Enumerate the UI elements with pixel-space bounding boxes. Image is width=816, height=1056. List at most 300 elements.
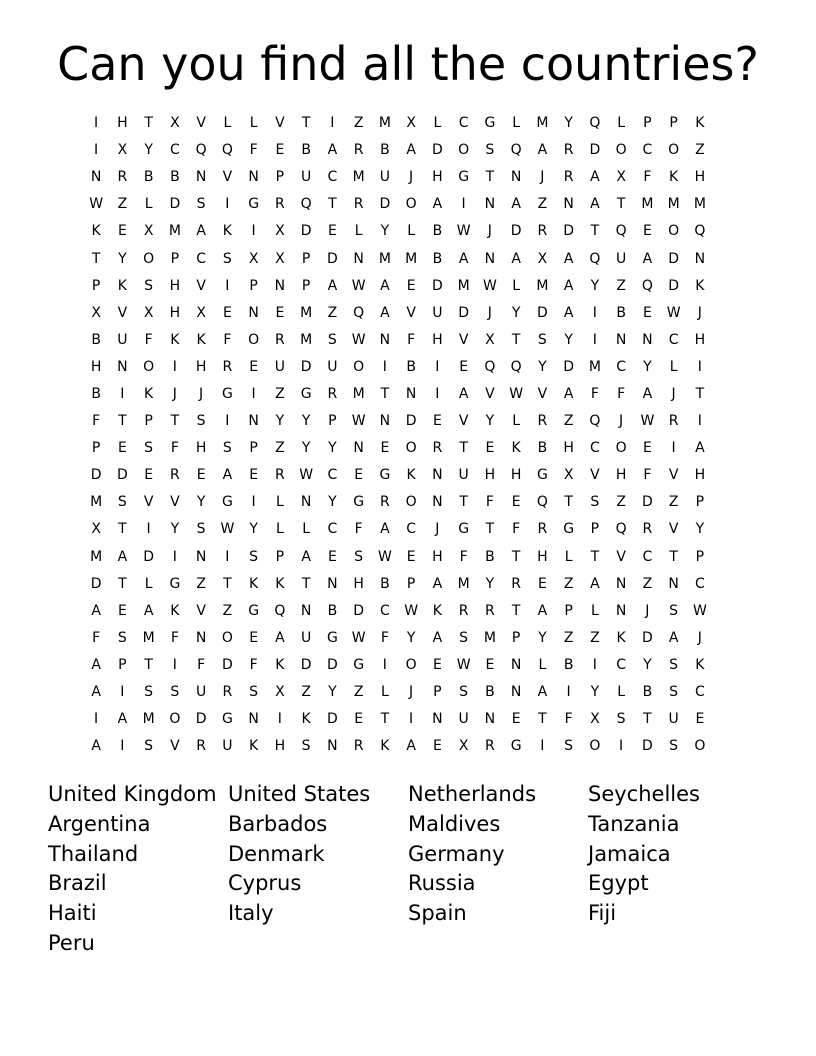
grid-cell: Q <box>353 304 365 321</box>
grid-cell: Q <box>484 358 496 375</box>
grid-cell: U <box>117 331 128 348</box>
grid-cell: E <box>432 413 442 430</box>
word-list-item: Tanzania <box>588 811 680 836</box>
grid-cell: I <box>94 711 99 728</box>
grid-cell: I <box>277 711 282 728</box>
grid-cell: B <box>380 142 390 159</box>
grid-cell: F <box>407 331 416 348</box>
grid-cell: H <box>432 169 443 186</box>
grid-cell: E <box>249 467 259 484</box>
grid-cell: D <box>536 304 548 321</box>
grid-cell: A <box>91 684 101 701</box>
grid-cell: U <box>274 358 285 375</box>
grid-cell: G <box>379 467 391 484</box>
grid-cell: Q <box>589 115 601 132</box>
grid-cell: F <box>354 521 363 538</box>
grid-cell: I <box>540 738 545 755</box>
grid-cell: N <box>405 385 417 402</box>
grid-cell: X <box>196 304 206 321</box>
grid-cell: E <box>380 440 390 457</box>
grid-cell: X <box>143 304 154 321</box>
grid-cell: M <box>641 196 654 213</box>
grid-cell: S <box>222 250 232 267</box>
grid-cell: E <box>327 223 337 240</box>
grid-cell: A <box>327 142 338 159</box>
grid-cell: M <box>300 304 313 321</box>
grid-cell: T <box>144 115 153 132</box>
grid-cell: E <box>406 277 416 294</box>
grid-cell: D <box>641 738 653 755</box>
grid-cell: P <box>275 169 285 186</box>
grid-cell: K <box>301 711 311 728</box>
grid-cell: A <box>563 385 574 402</box>
grid-cell: T <box>669 548 678 565</box>
grid-cell: X <box>537 250 548 267</box>
grid-cell: I <box>94 142 99 159</box>
grid-cell: R <box>117 169 128 186</box>
grid-cell: Y <box>406 629 416 646</box>
grid-cell: L <box>275 494 284 511</box>
grid-cell: S <box>590 494 600 511</box>
grid-cell: V <box>537 385 548 402</box>
grid-cell: B <box>485 684 495 701</box>
grid-cell: J <box>409 684 414 701</box>
grid-cell: I <box>671 440 676 457</box>
grid-cell: W <box>509 385 524 402</box>
grid-cell: I <box>120 738 125 755</box>
grid-cell: Z <box>695 142 705 159</box>
grid-cell: Z <box>222 602 233 619</box>
grid-cell: J <box>619 413 624 430</box>
grid-cell: V <box>406 304 416 321</box>
grid-cell: Y <box>538 629 547 646</box>
grid-cell: B <box>170 169 180 186</box>
grid-cell: D <box>405 413 417 430</box>
grid-cell: N <box>615 575 627 592</box>
grid-cell: N <box>379 413 391 430</box>
grid-cell: N <box>353 250 364 267</box>
grid-cell: J <box>540 169 545 186</box>
word-list-item: Russia <box>408 871 476 896</box>
grid-cell: H <box>615 467 627 484</box>
grid-cell: D <box>90 467 102 484</box>
grid-cell: T <box>301 115 311 132</box>
word-list-item: Maldives <box>408 811 501 836</box>
grid-cell: E <box>249 629 259 646</box>
grid-cell: G <box>300 385 312 402</box>
grid-cell: N <box>510 684 522 701</box>
word-list-item: Fiji <box>588 901 617 926</box>
grid-cell: X <box>590 711 600 728</box>
grid-row <box>83 625 743 652</box>
grid-cell: P <box>301 250 311 267</box>
word-list-item: Italy <box>228 901 274 926</box>
grid-cell: V <box>117 304 128 321</box>
grid-cell: A <box>590 169 600 186</box>
grid-cell: I <box>566 684 571 701</box>
grid-cell: Q <box>615 521 627 538</box>
grid-cell: Y <box>301 440 311 457</box>
grid-cell: K <box>695 115 705 132</box>
grid-cell: N <box>353 440 364 457</box>
grid-cell: K <box>91 223 101 240</box>
grid-cell: K <box>249 575 259 592</box>
grid-cell: D <box>116 467 128 484</box>
grid-row <box>83 381 743 408</box>
grid-cell: K <box>249 738 259 755</box>
grid-cell: Y <box>328 440 337 457</box>
grid-cell: E <box>327 548 337 565</box>
grid-cell: I <box>120 684 125 701</box>
grid-cell: T <box>590 223 600 240</box>
grid-cell: E <box>511 711 521 728</box>
word-list-item: Spain <box>408 901 467 926</box>
grid-cell: R <box>275 196 285 213</box>
grid-cell: V <box>222 169 233 186</box>
grid-cell: K <box>144 385 154 402</box>
grid-cell: N <box>117 358 128 375</box>
grid-cell: T <box>223 575 232 592</box>
grid-cell: D <box>326 250 338 267</box>
grid-cell: N <box>432 494 443 511</box>
grid-cell: Q <box>641 277 653 294</box>
grid-cell: F <box>512 521 521 538</box>
grid-cell: C <box>616 358 627 375</box>
grid-row <box>83 327 743 354</box>
grid-cell: L <box>538 656 547 673</box>
grid-cell: V <box>458 413 469 430</box>
grid-cell: O <box>615 142 627 159</box>
grid-cell: Y <box>643 656 652 673</box>
grid-cell: A <box>380 304 390 321</box>
grid-cell: R <box>170 467 180 484</box>
grid-cell: S <box>669 602 679 619</box>
grid-cell: K <box>616 629 626 646</box>
grid-cell: F <box>170 629 179 646</box>
grid-cell: O <box>143 358 155 375</box>
word-list-item: Seychelles <box>588 782 700 806</box>
grid-cell: D <box>353 602 365 619</box>
grid-cell: S <box>616 711 626 728</box>
grid-cell: C <box>668 331 679 348</box>
grid-cell: I <box>382 656 387 673</box>
grid-cell: Z <box>668 494 679 511</box>
grid-cell: I <box>435 358 440 375</box>
grid-cell: Y <box>196 494 206 511</box>
grid-cell: E <box>354 467 364 484</box>
grid-cell: Z <box>590 629 600 646</box>
grid-cell: L <box>512 115 521 132</box>
grid-cell: T <box>511 548 521 565</box>
grid-cell: Y <box>485 413 495 430</box>
grid-cell: A <box>563 277 574 294</box>
grid-cell: V <box>170 738 180 755</box>
grid-cell: A <box>91 656 101 673</box>
grid-cell: V <box>196 115 206 132</box>
grid-cell: N <box>300 602 312 619</box>
grid-cell: Y <box>328 684 337 701</box>
grid-cell: N <box>248 711 259 728</box>
grid-cell: B <box>485 548 495 565</box>
grid-cell: S <box>196 521 206 538</box>
grid-cell: X <box>91 521 101 538</box>
grid-cell: S <box>459 629 469 646</box>
grid-cell: H <box>353 575 364 592</box>
grid-row <box>83 516 743 543</box>
grid-cell: M <box>457 575 470 592</box>
grid-cell: G <box>484 115 496 132</box>
grid-cell: I <box>592 331 597 348</box>
grid-cell: A <box>537 684 548 701</box>
grid-cell: X <box>275 684 285 701</box>
grid-cell: W <box>666 304 681 321</box>
grid-cell: I <box>697 413 702 430</box>
grid-cell: I <box>435 385 440 402</box>
grid-cell: N <box>274 277 286 294</box>
grid-cell: Y <box>695 521 705 538</box>
grid-cell: Z <box>275 385 285 402</box>
grid-cell: N <box>248 413 259 430</box>
grid-cell: F <box>485 494 494 511</box>
grid-cell: A <box>301 548 311 565</box>
grid-cell: H <box>484 467 496 484</box>
grid-cell: T <box>485 521 495 538</box>
grid-cell: Z <box>117 196 128 213</box>
grid-cell: D <box>431 142 443 159</box>
word-list-item: Germany <box>408 841 505 866</box>
grid-cell: U <box>196 684 207 701</box>
grid-cell: M <box>300 331 313 348</box>
grid-cell: Z <box>327 304 338 321</box>
grid-cell: F <box>92 629 101 646</box>
grid-cell: I <box>251 385 256 402</box>
grid-cell: R <box>642 521 653 538</box>
grid-cell: O <box>615 440 627 457</box>
grid-cell: T <box>144 656 153 673</box>
grid-cell: I <box>225 413 230 430</box>
grid-cell: W <box>377 548 392 565</box>
grid-cell: H <box>274 738 286 755</box>
grid-cell: Y <box>275 413 285 430</box>
grid-cell: F <box>92 413 101 430</box>
grid-cell: E <box>196 467 206 484</box>
grid-cell: G <box>326 629 338 646</box>
grid-cell: A <box>537 142 548 159</box>
grid-cell: W <box>482 277 497 294</box>
grid-cell: K <box>669 169 679 186</box>
grid-cell: L <box>512 277 521 294</box>
grid-cell: M <box>90 548 103 565</box>
grid-cell: Z <box>563 575 574 592</box>
grid-cell: V <box>616 548 626 565</box>
grid-row <box>83 598 743 625</box>
grid-cell: M <box>536 277 549 294</box>
grid-cell: U <box>458 711 469 728</box>
grid-cell: W <box>692 602 707 619</box>
grid-cell: R <box>353 738 364 755</box>
grid-cell: N <box>484 711 496 728</box>
grid-cell: E <box>117 440 127 457</box>
grid-cell: Z <box>563 413 574 430</box>
grid-cell: G <box>169 575 181 592</box>
grid-cell: P <box>249 440 258 457</box>
grid-cell: S <box>537 331 547 348</box>
grid-cell: Q <box>615 223 627 240</box>
grid-cell: D <box>458 304 470 321</box>
grid-cell: I <box>382 358 387 375</box>
grid-cell: I <box>146 521 151 538</box>
grid-cell: A <box>91 738 101 755</box>
grid-cell: P <box>301 277 311 294</box>
grid-cell: I <box>94 115 99 132</box>
grid-cell: K <box>222 223 232 240</box>
grid-cell: M <box>483 629 496 646</box>
grid-cell: D <box>326 711 338 728</box>
grid-cell: Y <box>144 142 153 159</box>
grid-cell: R <box>196 738 206 755</box>
grid-cell: E <box>432 656 442 673</box>
grid-cell: N <box>510 656 522 673</box>
grid-cell: K <box>695 656 705 673</box>
grid-cell: Z <box>616 494 626 511</box>
grid-cell: N <box>432 467 443 484</box>
grid-cell: J <box>172 385 177 402</box>
grid-cell: H <box>432 548 443 565</box>
grid-cell: W <box>456 656 471 673</box>
grid-cell: L <box>512 413 521 430</box>
grid-cell: T <box>485 169 495 186</box>
grid-cell: W <box>351 277 366 294</box>
grid-cell: N <box>327 738 338 755</box>
grid-cell: T <box>459 494 468 511</box>
grid-cell: P <box>328 413 337 430</box>
letter-grid <box>83 110 743 760</box>
grid-cell: S <box>354 548 364 565</box>
grid-cell: R <box>275 467 285 484</box>
grid-cell: Y <box>511 304 521 321</box>
grid-cell: U <box>301 169 312 186</box>
grid-cell: I <box>172 656 177 673</box>
grid-cell: T <box>695 385 705 402</box>
grid-cell: M <box>90 494 103 511</box>
grid-cell: H <box>694 331 706 348</box>
grid-cell: Y <box>538 358 547 375</box>
grid-cell: C <box>589 440 600 457</box>
grid-cell: W <box>351 331 366 348</box>
grid-cell: E <box>249 358 259 375</box>
grid-cell: Y <box>118 250 127 267</box>
grid-row <box>83 110 743 137</box>
grid-cell: N <box>90 169 102 186</box>
grid-cell: M <box>378 115 391 132</box>
grid-cell: N <box>484 196 496 213</box>
grid-cell: Y <box>590 684 600 701</box>
grid-cell: X <box>275 250 285 267</box>
grid-cell: I <box>461 196 466 213</box>
grid-cell: H <box>90 358 102 375</box>
grid-cell: Y <box>380 223 390 240</box>
grid-cell: A <box>511 196 521 213</box>
grid-cell: A <box>432 575 443 592</box>
word-list-item: Denmark <box>228 841 325 866</box>
grid-cell: T <box>511 602 521 619</box>
grid-cell: O <box>668 223 680 240</box>
grid-cell: T <box>380 385 390 402</box>
grid-cell: Y <box>249 521 258 538</box>
grid-cell: T <box>459 440 468 457</box>
grid-cell: H <box>195 358 207 375</box>
grid-cell: D <box>589 142 601 159</box>
grid-cell: B <box>143 169 154 186</box>
grid-cell: Y <box>564 331 573 348</box>
word-list-item: Peru <box>48 930 95 955</box>
grid-cell: P <box>91 277 101 294</box>
grid-cell: W <box>404 602 419 619</box>
grid-cell: S <box>485 142 495 159</box>
grid-cell: E <box>117 223 127 240</box>
grid-cell: W <box>456 223 471 240</box>
grid-cell: F <box>249 656 258 673</box>
grid-row <box>83 652 743 679</box>
grid-cell: I <box>409 711 414 728</box>
grid-cell: B <box>91 331 101 348</box>
grid-cell: R <box>563 142 574 159</box>
grid-cell: M <box>352 169 365 186</box>
grid-cell: H <box>169 277 181 294</box>
grid-cell: D <box>221 656 233 673</box>
grid-cell: Q <box>694 223 706 240</box>
grid-cell: W <box>351 413 366 430</box>
grid-cell: L <box>669 358 678 375</box>
word-list-item: Egypt <box>588 871 649 896</box>
grid-cell: E <box>537 575 547 592</box>
grid-cell: A <box>432 629 443 646</box>
grid-cell: Y <box>643 358 652 375</box>
grid-cell: Y <box>170 521 180 538</box>
grid-cell: H <box>195 440 207 457</box>
grid-cell: A <box>117 548 128 565</box>
grid-cell: L <box>617 684 626 701</box>
grid-cell: B <box>406 358 416 375</box>
grid-cell: K <box>170 331 180 348</box>
grid-cell: L <box>144 196 153 213</box>
grid-cell: E <box>354 711 364 728</box>
grid-cell: R <box>511 575 521 592</box>
grid-cell: S <box>117 629 127 646</box>
grid-cell: P <box>118 656 127 673</box>
grid-cell: G <box>221 711 233 728</box>
grid-cell: A <box>380 277 390 294</box>
grid-cell: P <box>669 115 678 132</box>
word-list-item: Barbados <box>228 811 328 836</box>
grid-cell: Y <box>301 413 311 430</box>
grid-cell: M <box>405 250 418 267</box>
grid-cell: G <box>536 467 548 484</box>
grid-cell: A <box>511 250 521 267</box>
grid-cell: Y <box>564 115 573 132</box>
grid-row <box>83 571 743 598</box>
grid-cell: L <box>433 115 442 132</box>
grid-cell: A <box>380 521 390 538</box>
grid-cell: O <box>169 711 181 728</box>
grid-cell: S <box>144 440 154 457</box>
grid-cell: R <box>537 521 548 538</box>
grid-cell: H <box>169 304 181 321</box>
grid-cell: R <box>222 684 233 701</box>
grid-row <box>83 245 743 272</box>
grid-cell: H <box>510 467 522 484</box>
grid-cell: H <box>694 169 706 186</box>
